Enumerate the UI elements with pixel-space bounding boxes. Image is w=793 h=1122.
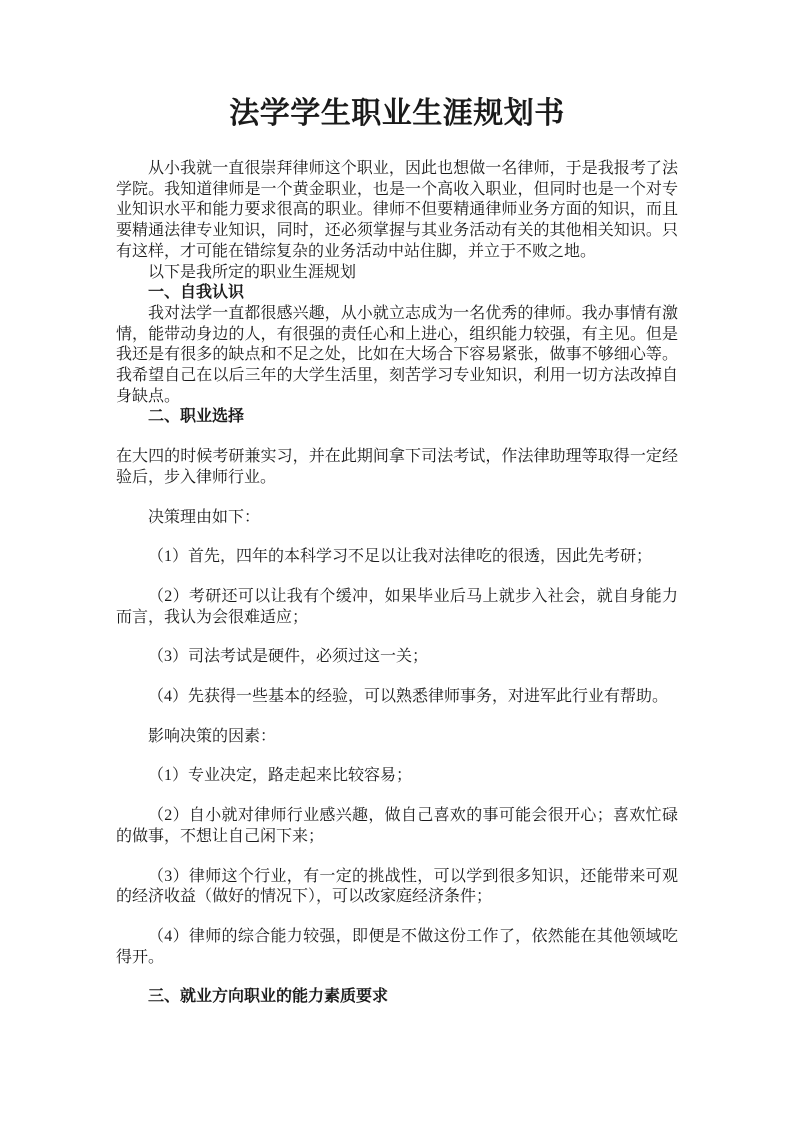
section-heading: 三、就业方向职业的能力素质要求 (148, 988, 389, 1006)
paragraph: 我对法学一直都很感兴趣，从小就立志成为一名优秀的律师。我办事情有激情，能带动身边的人，有很强的责任心和上进心，组织能力较强，有主见。但是我还是有很多的缺点和不足之处，比如在大场合下容易紧张，做事不够细心等。我希望自己在以后三年的大学生活里，刻苦学习专业知识，利用一切方法改掉自身缺点。 (116, 304, 678, 405)
paragraph: （1）首先，四年的本科学习不足以让我对法律吃的很透，因此先考研； (148, 548, 653, 566)
paragraph: 决策理由如下： (148, 508, 261, 526)
paragraph: （3）司法考试是硬件，必须过这一关； (148, 648, 429, 666)
document-title: 法学学生职业生涯规划书 (229, 97, 565, 130)
paragraph: （4）先获得一些基本的经验，可以熟悉律师事务，对进军此行业有帮助。 (148, 688, 669, 706)
paragraph: 从小我就一直很崇拜律师这个职业，因此也想做一名律师，于是我报考了法学院。我知道律师是一个黄金职业，也是一个高收入职业，但同时也是一个对专业知识水平和能力要求很高的职业。律师不但要精通律师业务方面的知识，而且要精通法律专业知识，同时，还必须掌握与其业务活动有关的其他相关知识。只有这样，才可能在错综复杂的业务活动中站住脚，并立于不败之地。 (116, 160, 678, 260)
section-heading: 一、自我认识 (148, 284, 245, 302)
section-heading: 二、职业选择 (148, 408, 245, 426)
paragraph: （1）专业决定，路走起来比较容易； (148, 767, 413, 785)
paragraph: 以下是我所定的职业生涯规划 (148, 263, 357, 281)
document-body (116, 159, 678, 1008)
paragraph: 在大四的时候考研兼实习，并在此期间拿下司法考试，作法律助理等取得一定经验后，步入律师行业。 (116, 448, 678, 486)
paragraph: （2）考研还可以让我有个缓冲，如果毕业后马上就步入社会，就自身能力而言，我认为会很难适应； (116, 587, 678, 626)
paragraph: 影响决策的因素： (148, 727, 277, 745)
paragraph: （3）律师这个行业，有一定的挑战性，可以学到很多知识，还能带来可观的经济收益（做好的情况下），可以改家庭经济条件； (116, 867, 678, 906)
paragraph: （2）自小就对律师行业感兴趣，做自己喜欢的事可能会很开心；喜欢忙碌的做事，不想让自己闲下来； (116, 807, 678, 845)
paragraph: （4）律师的综合能力较强，即便是不做这份工作了，依然能在其他领域吃得开。 (116, 927, 678, 966)
